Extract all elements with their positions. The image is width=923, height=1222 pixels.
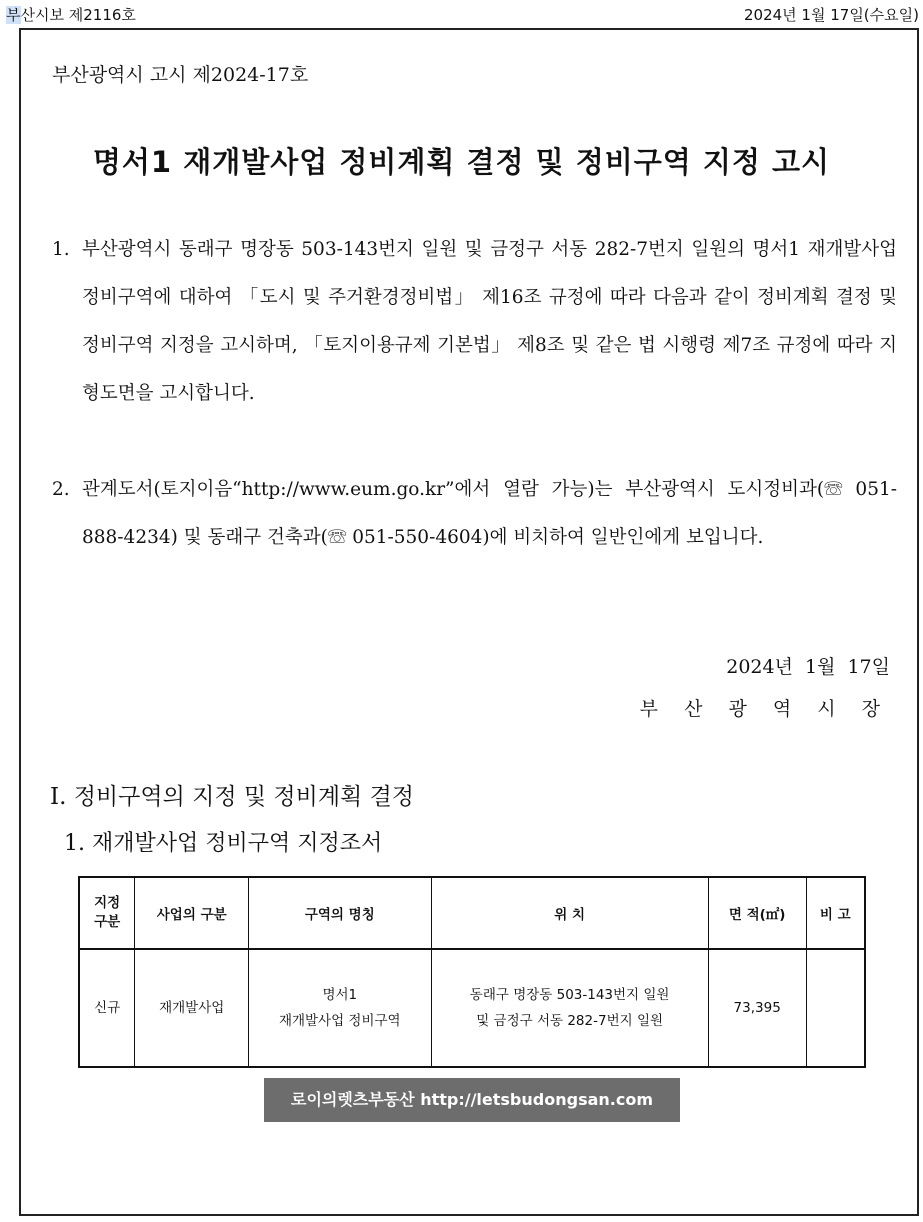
table-header-row [79,877,865,949]
cell-area: 73,395 [708,949,806,1067]
section-heading: I. 정비구역의 지정 및 정비계획 결정 [50,784,415,810]
cell-location [431,949,708,1067]
paragraph-number: 1. [52,239,70,260]
designation-table [78,876,866,1068]
bulletin-issue-number-text: 산시보 제2116호 [20,6,136,24]
col-header-designation: 지정 구분 [79,877,135,949]
paragraph-text: 관계도서(토지이음“http://www.eum.go.kr”에서 열람 가능)는 부산광역시 도시정비과(☏ 051-888-4234) 및 동래구 건축과(☏ 051-550-4604)에 비치하여 일반인에게 보입니다. [82,479,897,548]
cell-remarks [806,949,865,1067]
paragraph-text: 부산광역시 동래구 명장동 503-143번지 일원 및 금정구 서동 282-7번지 일원의 명서1 재개발사업 정비구역에 대하여 「도시 및 주거환경정비법」 제16조 규정에 따라 다음과 같이 정비계획 결정 및 정비구역 지정을 고시하며, 「토지이용규제 기본법」 제8조 및 같은 법 시행령 제7조 규정에 따라 지형도면을 고시합니다. [82,239,897,404]
cell-zone-name [249,949,431,1067]
subsection-heading: 1. 재개발사업 정비구역 지정조서 [64,831,383,856]
notice-number: 부산광역시 고시 제2024-17호 [52,64,309,86]
col-header-location: 위 치 [431,877,708,949]
paragraph-2 [52,466,897,562]
bulletin-header [0,0,923,28]
col-header-area: 면 적(㎡) [708,877,806,949]
location-line-1: 동래구 명장동 503-143번지 일원 [469,987,670,1003]
table-row [79,949,865,1067]
paragraph-1 [52,226,897,418]
paragraph-number: 2. [52,479,70,500]
notice-title: 명서1 재개발사업 정비계획 결정 및 정비구역 지정 고시 [92,145,831,179]
issuer-signature: 부 산 광 역 시 장 [639,698,890,720]
bulletin-date: 2024년 1월 17일(수요일) [744,6,919,24]
selection-highlight: 부 [6,6,21,24]
zone-name-line-2: 재개발사업 정비구역 [278,1013,401,1029]
watermark-banner: 로이의렛츠부동산 http://letsbudongsan.com [264,1078,680,1122]
notice-date: 2024년 1월 17일 [726,656,890,678]
cell-designation: 신규 [79,949,135,1067]
location-line-2: 및 금정구 서동 282-7번지 일원 [476,1013,664,1029]
col-header-project-type: 사업의 구분 [135,877,249,949]
zone-name-line-1: 명서1 [322,987,358,1003]
col-header-zone-name: 구역의 명칭 [249,877,431,949]
cell-project-type: 재개발사업 [135,949,249,1067]
bulletin-issue-number [6,4,136,25]
col-header-remarks: 비 고 [806,877,865,949]
